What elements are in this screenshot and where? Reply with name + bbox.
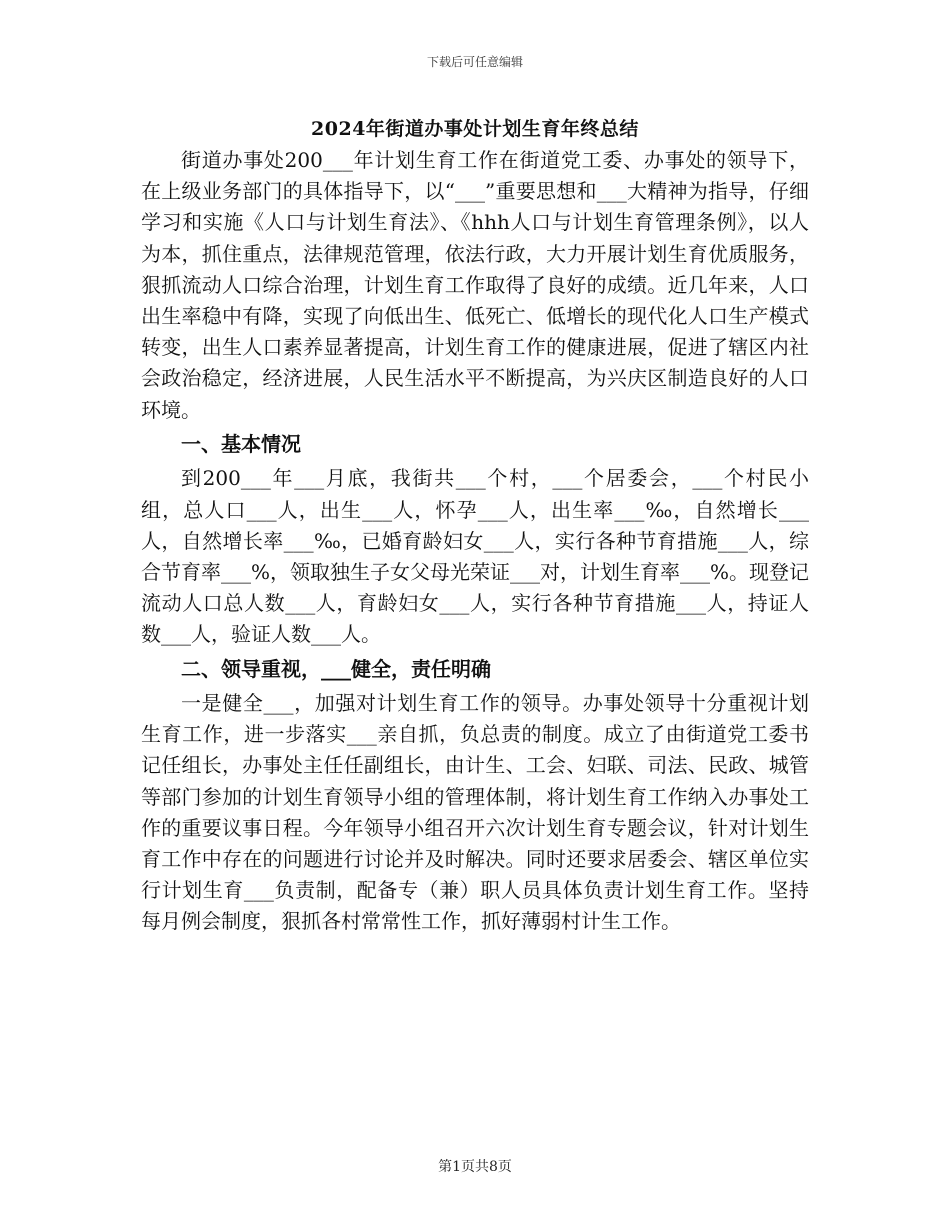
section-paragraph-basic-situation: 到200___年___月底，我街共___个村，___个居委会，___个村民小组，总人口___人，出生___人，怀孕___人，出生率___‰，自然增长___人，自然增长率___‰，已婚育龄妇女___人，实行各种节育措施___人，综合节育率___%，领取独生子女父母光荣证___对，计划生育率___%。现登记流动人口总人数___人，育龄妇女___人，实行各种节育措施___人，持证人数___人，验证人数___人。 [141,466,810,647]
header-note: 下载后可任意编辑 [426,55,523,69]
page-indicator: 第1页共8页 [438,1159,512,1175]
section-heading-basic-situation: 一、基本情况 [181,431,301,456]
document-body [141,145,809,938]
section-heading-leadership: 二、领导重视，___健全，责任明确 [181,656,491,681]
intro-paragraph: 街道办事处200___年计划生育工作在街道党工委、办事处的领导下，在上级业务部门的具体指导下，以“___”重要思想和___大精神为指导，仔细学习和实施《人口与计划生育法》、《hhh人口与计划生育管理条例》，以人为本，抓住重点，法律规范管理，依法行政，大力开展计划生育优质服务，狠抓流动人口综合治理，计划生育工作取得了良好的成绩。近几年来，人口出生率稳中有降，实现了向低出生、低死亡、低增长的现代化人口生产模式转变，出生人口素养显著提高，计划生育工作的健康进展，促进了辖区内社会政治稳定，经济进展，人民生活水平不断提高，为兴庆区制造良好的人口环境。 [141,148,809,422]
section-paragraph-leadership: 一是健全___，加强对计划生育工作的领导。办事处领导十分重视计划生育工作，进一步落实___亲自抓，负总责的制度。成立了由街道党工委书记任组长，办事处主任任副组长，由计生、工会、妇联、司法、民政、城管等部门参加的计划生育领导小组的管理体制，将计划生育工作纳入办事处工作的重要议事日程。今年领导小组召开六次计划生育专题会议，针对计划生育工作中存在的问题进行讨论并及时解决。同时还要求居委会、辖区单位实行计划生育___负责制，配备专（兼）职人员具体负责计划生育工作。坚持每月例会制度，狠抓各村常常性工作，抓好薄弱村计生工作。 [141,691,809,934]
document-title: 2024年街道办事处计划生育年终总结 [311,118,639,140]
